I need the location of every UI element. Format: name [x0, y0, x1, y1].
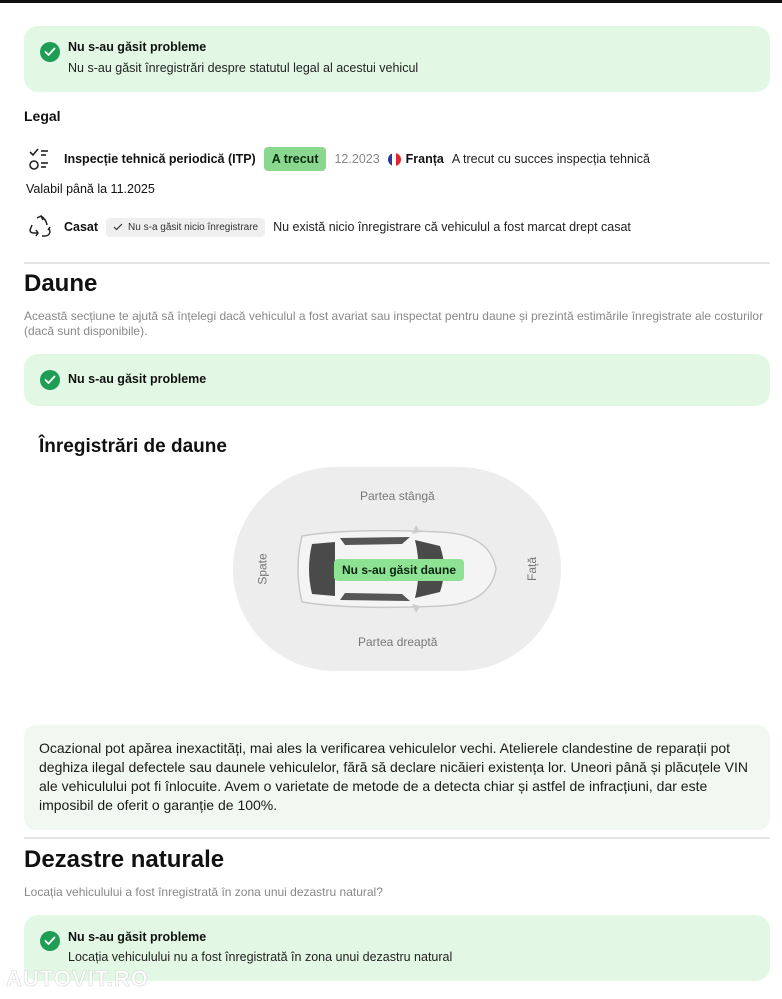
legal-heading: Legal	[24, 108, 61, 124]
top-edge	[0, 0, 782, 3]
scrapped-badge-text: Nu s-a găsit nicio înregistrare	[128, 221, 259, 233]
disasters-description: Locația vehiculului a fost înregistrată în zona unui dezastru natural?	[24, 885, 383, 899]
watermark-logo: AUTOVIT.RO	[6, 966, 149, 991]
itp-validity: Valabil până la 11.2025	[26, 182, 155, 196]
diagram-left-side-label: Partea stângă	[360, 489, 435, 503]
status-title: Nu s-au găsit probleme	[68, 372, 207, 386]
status-subtitle: Nu s-au găsit înregistrări despre statutul legal al acestui vehicul	[68, 61, 419, 75]
scrapped-row	[26, 213, 631, 241]
no-damage-badge: Nu s-au găsit daune	[334, 559, 464, 581]
recycle-icon	[26, 213, 54, 241]
diagram-front-label: Față	[525, 556, 540, 582]
itp-pass-badge: A trecut	[264, 147, 327, 171]
section-divider	[24, 837, 770, 839]
itp-country: Franța	[405, 152, 444, 166]
diagram-right-side-label: Partea dreaptă	[358, 635, 438, 649]
itp-description: A trecut cu succes inspecția tehnică	[451, 152, 650, 166]
damage-heading: Daune	[24, 270, 98, 297]
checklist-icon	[26, 145, 54, 173]
scrapped-badge	[106, 218, 265, 237]
accuracy-note: Ocazional pot apărea inexactități, mai ales la verificarea vehiculelor vechi. Atelierele clandestine de reparații pot deghiza ilegal defectele sau daunele vehiculelor, fără să declare nicăieri existența lor. Uneori până și plăcuțele VIN ale vehiculului pot fi înlocuite. Avem o varietate de metode de a detecta chiar și astfel de infracțiuni, dar este imposibil de oferit o garanție de 100%.	[24, 725, 770, 830]
itp-label: Inspecție tehnică periodică (ITP)	[64, 152, 256, 166]
damage-status-box	[24, 354, 770, 406]
itp-row	[26, 145, 650, 173]
diagram-rear-label: Spate	[255, 553, 270, 585]
check-circle-icon	[40, 931, 60, 951]
check-circle-icon	[40, 42, 60, 62]
status-title: Nu s-au găsit probleme	[68, 40, 207, 54]
scrapped-label: Casat	[64, 220, 99, 234]
section-divider	[24, 262, 770, 264]
check-circle-icon	[40, 370, 60, 390]
status-subtitle: Locația vehiculului nu a fost înregistrată în zona unui dezastru natural	[68, 950, 453, 964]
scrapped-description: Nu există nicio înregistrare că vehiculul a fost marcat drept casat	[273, 220, 631, 234]
status-title: Nu s-au găsit probleme	[68, 930, 207, 944]
damage-records-heading: Înregistrări de daune	[39, 436, 227, 457]
disasters-heading: Dezastre naturale	[24, 846, 225, 873]
legal-status-box	[24, 26, 770, 92]
itp-date: 12.2023	[334, 152, 380, 166]
france-flag-icon	[388, 153, 401, 166]
check-icon	[113, 223, 123, 231]
damage-description: Această secțiune te ajută să înțelegi dacă vehiculul a fost avariat sau inspectat pentru daune și prezintă estimările înregistrate ale costurilor (dacă sunt disponibile).	[24, 309, 764, 338]
